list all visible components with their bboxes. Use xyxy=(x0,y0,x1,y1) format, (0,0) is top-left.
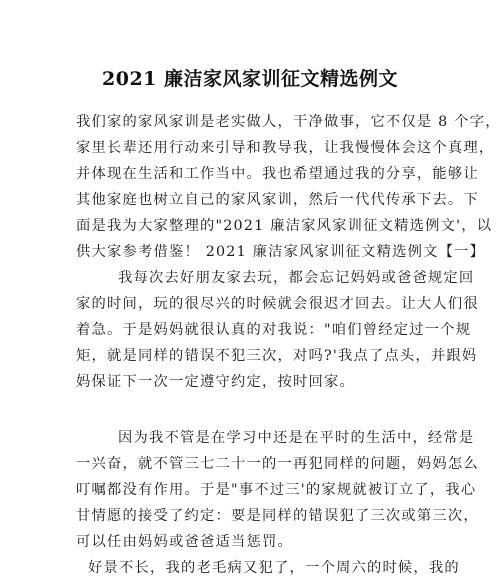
text-line: 我每次去好朋友家去玩，都会忘记妈妈或爸爸规定回 xyxy=(118,270,475,286)
text-line: 家的时间，玩的很尽兴的时候就会很迟才回去。让大人们很 xyxy=(76,296,479,312)
text-line: 其他家庭也树立自己的家风家训，然后一代代传承下去。下 xyxy=(76,192,479,208)
text-line-partial: 好景不长，我的老毛病又犯了，一个周六的时候，我的 xyxy=(88,560,460,576)
document-title: 2021 廉洁家风家训征文精选例文 xyxy=(102,68,398,90)
text-line: 妈保证下一次一定遵守约定，按时回家。 xyxy=(76,374,355,390)
text-line: 面是我为大家整理的"2021 廉洁家风家训征文精选例文'，以 xyxy=(76,218,493,234)
text-line: 甘情愿的接受了约定：要是同样的错误犯了三次或第三次， xyxy=(76,508,479,524)
text-line: 因为我不管是在学习中还是在平时的生活中，经常是 xyxy=(118,430,475,446)
text-line: 叮嘱都没有作用。于是"事不过三'的家规就被订立了，我心 xyxy=(76,482,477,498)
text-line: 着急。于是妈妈就很认真的对我说："咱们曾经定过一个规 xyxy=(76,322,472,338)
text-line: 供大家参考借鉴！ 2021 廉洁家风家训征文精选例文【一】 xyxy=(76,244,486,260)
text-line: 家里长辈还用行动来引导和教导我，让我慢慢体会这个真理， xyxy=(76,140,495,156)
text-line: 并体现在生活和工作当中。我也希望通过我的分享，能够让 xyxy=(76,166,479,182)
text-line: 可以任由妈妈或爸爸适当惩罚。 xyxy=(76,534,293,550)
text-line: 一兴奋，就不管三七二十一的一再犯同样的问题，妈妈怎么 xyxy=(76,456,479,472)
text-line: 矩，就是同样的错误不犯三次，对吗?'我点了点头，并跟妈 xyxy=(76,348,478,364)
text-line: 我们家的家风家训是老实做人，干净做事，它不仅是 8 个字， xyxy=(76,114,501,130)
